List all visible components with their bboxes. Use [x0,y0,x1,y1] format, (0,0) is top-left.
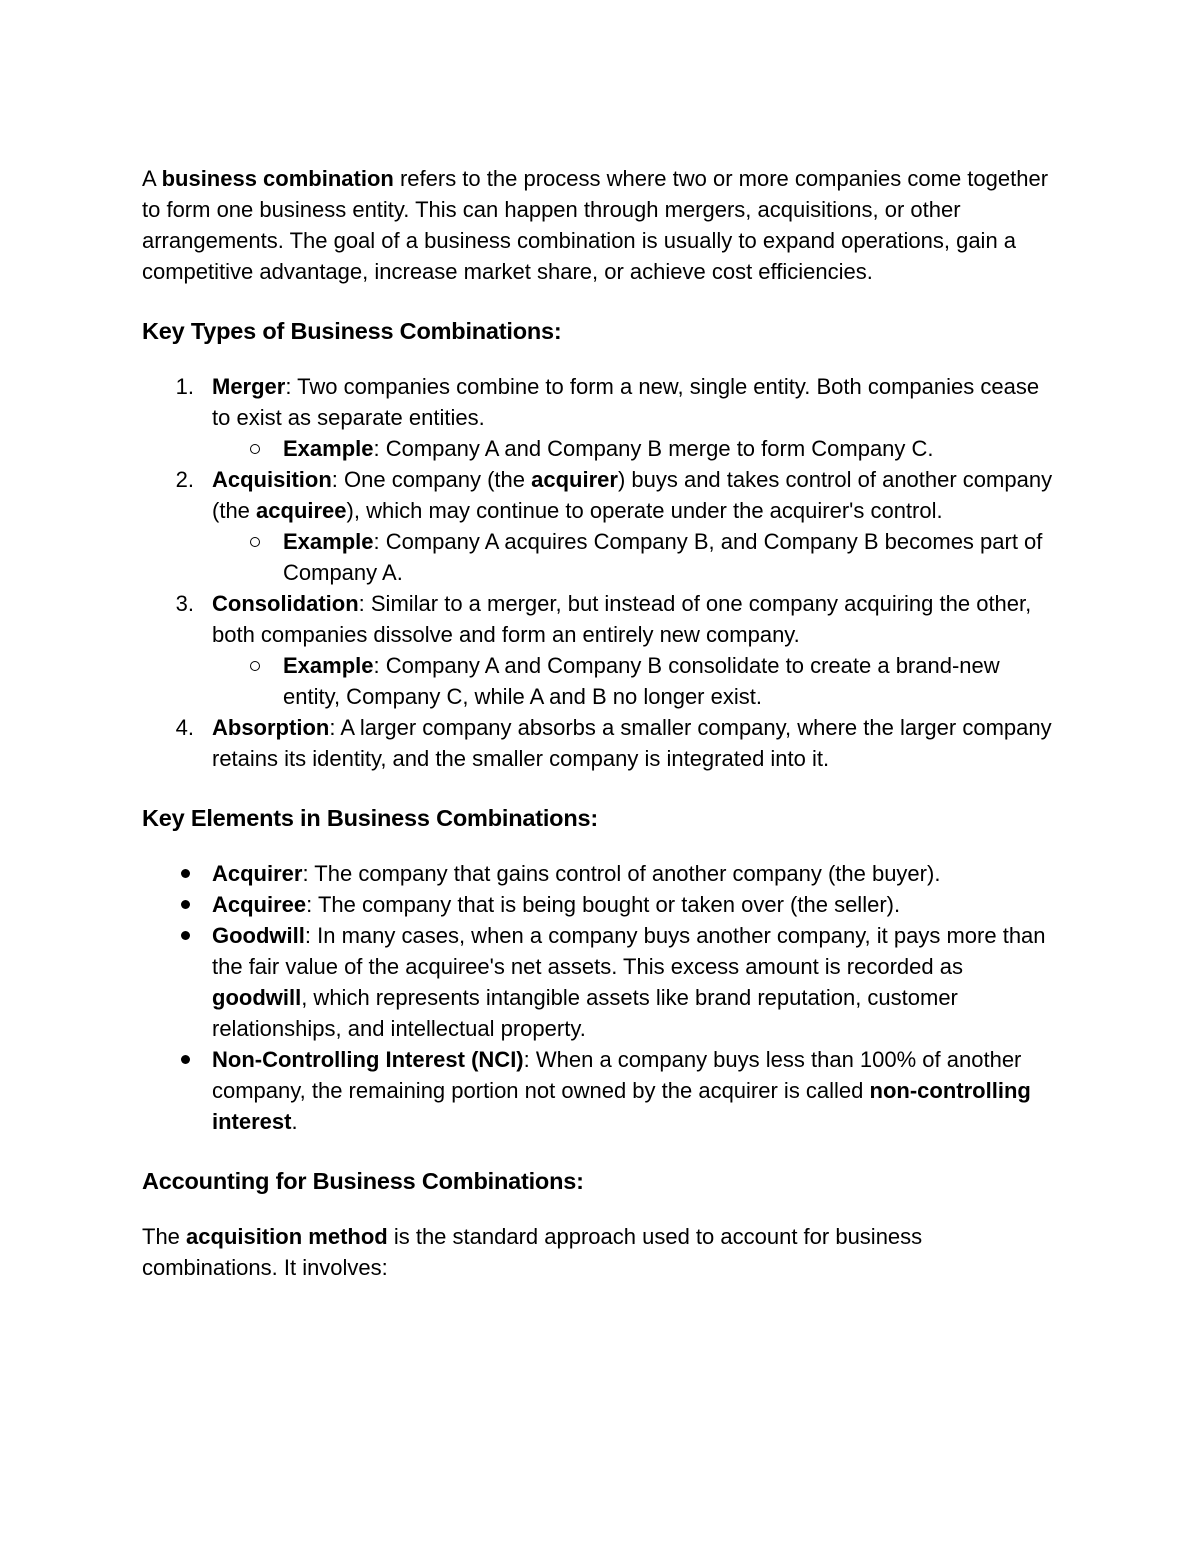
term-nci: Non-Controlling Interest (NCI) [212,1047,524,1072]
bullet-icon [181,900,190,909]
list-item-goodwill: Goodwill: In many cases, when a company buys another company, it pays more than the fair value of the acquiree's net assets. This excess amount is recorded as goodwill, which represents intangible assets like brand reputation, customer relationships, and intellectual property. [142,920,1062,1044]
term-acquisition-method: acquisition method [186,1224,388,1249]
term-business-combination: business combination [161,166,394,191]
term-acquirer: Acquirer [212,861,303,886]
example-label: Example [283,653,374,678]
list-item-nci: Non-Controlling Interest (NCI): When a company buys less than 100% of another company, the remaining portion not owned by the acquirer is called non-controlling interest. [142,1044,1062,1137]
elements-list [142,858,1062,1137]
term-goodwill: Goodwill [212,923,305,948]
list-number: 1. [175,374,194,399]
hollow-bullet-icon [250,444,260,454]
hollow-bullet-icon [250,661,260,671]
example-acquisition: Example: Company A acquires Company B, and Company B becomes part of Company A. [142,526,1062,588]
term-merger: Merger [212,374,286,399]
term-acquiree: acquiree [256,498,347,523]
term-absorption: Absorption [212,715,330,740]
list-item-absorption: 4. Absorption: A larger company absorbs a smaller company, where the larger company retains its identity, and the smaller company is integrated into it. [142,712,1062,774]
bullet-icon [181,1055,190,1064]
heading-key-types: Key Types of Business Combinations: [142,318,562,344]
list-item-acquisition: 2. Acquisition: One company (the acquirer) buys and takes control of another company (the acquiree), which may continue to operate under the acquirer's control. [142,464,1062,526]
list-item-consolidation: 3. Consolidation: Similar to a merger, but instead of one company acquiring the other, both companies dissolve and form an entirely new company. [142,588,1062,650]
example-label: Example [283,436,374,461]
term-acquirer: acquirer [531,467,618,492]
list-item-acquirer: Acquirer: The company that gains control of another company (the buyer). [142,858,1062,889]
list-number: 4. [175,715,194,740]
bullet-icon [181,931,190,940]
list-item-acquiree: Acquiree: The company that is being bought or taken over (the seller). [142,889,1062,920]
term-goodwill-inline: goodwill [212,985,302,1010]
list-item-merger: 1. Merger: Two companies combine to form a new, single entity. Both companies cease to exist as separate entities. [142,371,1062,433]
term-nci-inline: non-controlling interest [212,1078,1031,1134]
document-page [142,163,1062,1283]
hollow-bullet-icon [250,537,260,547]
list-number: 3. [175,591,194,616]
example-label: Example [283,529,374,554]
example-consolidation: Example: Company A and Company B consolidate to create a brand-new entity, Company C, while A and B no longer exist. [142,650,1062,712]
intro-paragraph: A business combination refers to the process where two or more companies come together to form one business entity. This can happen through mergers, acquisitions, or other arrangements. The goal of a business combination is usually to expand operations, gain a competitive advantage, increase market share, or achieve cost efficiencies. [142,166,1049,284]
heading-accounting: Accounting for Business Combinations: [142,1168,584,1194]
accounting-paragraph: The acquisition method is the standard approach used to account for business combinations. It involves: [142,1224,923,1280]
term-acquisition: Acquisition [212,467,332,492]
example-merger: Example: Company A and Company B merge to form Company C. [142,433,1062,464]
list-number: 2. [175,467,194,492]
term-acquiree: Acquiree [212,892,307,917]
bullet-icon [181,869,190,878]
types-list [142,371,1062,774]
heading-key-elements: Key Elements in Business Combinations: [142,805,598,831]
term-consolidation: Consolidation [212,591,359,616]
